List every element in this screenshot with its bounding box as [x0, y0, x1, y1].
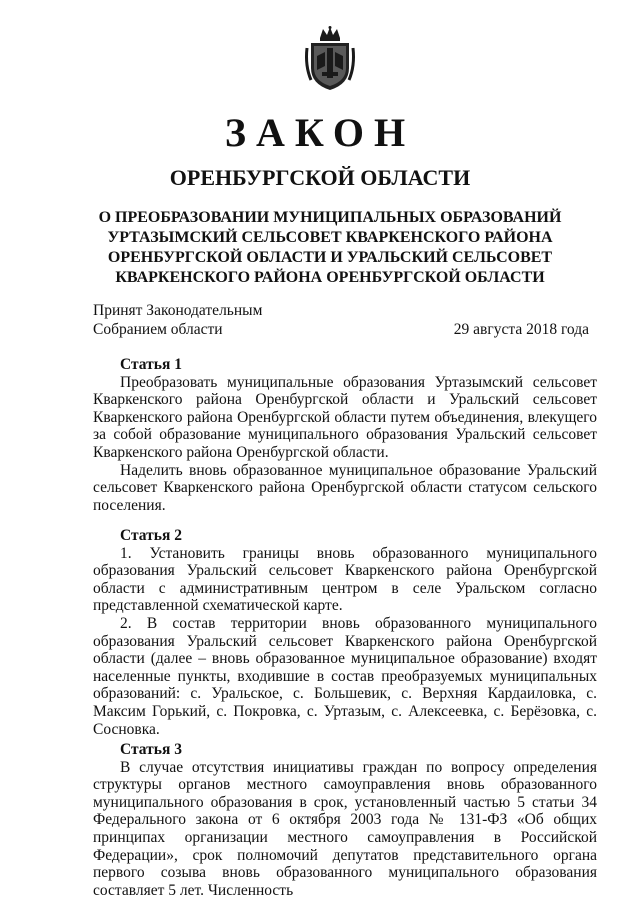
article-1 [93, 356, 597, 514]
article-paragraph: Преобразовать муниципальные образования Уртазымский сельсовет Кваркенского района Оренбургской области и Уральский сельсовет Кваркенского района Оренбургской области путем объединения, влекущего за собой образование муниципального образования Уральский сельсовет Кваркенского района Оренбургской области. [93, 373, 597, 461]
adoption-date: 29 августа 2018 года [453, 321, 589, 338]
subject-line: ОРЕНБУРГСКОЙ ОБЛАСТИ И УРАЛЬСКИЙ СЕЛЬСОВЕТ [107, 249, 553, 266]
article-heading: Статья 1 [120, 356, 182, 373]
region-title: ОРЕНБУРГСКОЙ ОБЛАСТИ [169, 165, 471, 190]
article-paragraph: В случае отсутствия инициативы граждан по вопросу определения структуры органов местного самоуправления вновь образованного муниципального образования в срок, установленный частью 5 статьи 34 Федерального закона от 6 октября 2003 года № 131-ФЗ «Об общих принципах организации местного самоуправления в Российской Федерации», срок полномочий депутатов представительного органа первого созыва вновь образованного муниципального образования составляет 5 лет. Численность [93, 758, 597, 899]
law-title: ЗАКОН [224, 110, 416, 155]
article-3 [93, 741, 597, 899]
subject-line: УРТАЗЫМСКИЙ СЕЛЬСОВЕТ КВАРКЕНСКОГО РАЙОНА [107, 229, 553, 246]
article-paragraph: 2. В состав территории вновь образованного муниципального образования Уральский сельсовет Кваркенского района Оренбургской области (далее – вновь образованное муниципальное образование) входят населенные пункты, входившие в состав преобразуемых муниципальных образований: с. Уральское, с. Большевик, с. Верхняя Кардаиловка, с. Максим Горький, с. Покровка, с. Уртазым, с. Алексеевка, с. Берёзовка, с. Сосновка. [93, 614, 597, 738]
subject-line: КВАРКЕНСКОГО РАЙОНА ОРЕНБУРГСКОЙ ОБЛАСТИ [115, 269, 545, 286]
article-heading: Статья 2 [120, 527, 182, 544]
adoption-block [93, 301, 603, 339]
subject-line: О ПРЕОБРАЗОВАНИИ МУНИЦИПАЛЬНЫХ ОБРАЗОВАНИЙ [98, 209, 562, 226]
article-paragraph: 1. Установить границы вновь образованного муниципального образования Уральский сельсовет Кваркенского района Оренбургской области с административным центром в селе Уральском согласно представленной схематической карте. [93, 544, 597, 615]
adopted-by-line2: Собранием области [93, 321, 223, 338]
coat-of-arms-icon [303, 26, 357, 92]
article-paragraph: Наделить вновь образованное муниципальное образование Уральский сельсовет Кваркенского района Оренбургской области статусом сельского поселения. [93, 461, 597, 514]
law-subject [95, 208, 565, 288]
article-heading: Статья 3 [120, 741, 182, 758]
article-2 [93, 527, 597, 738]
adopted-by-line1: Принят Законодательным [93, 302, 263, 319]
